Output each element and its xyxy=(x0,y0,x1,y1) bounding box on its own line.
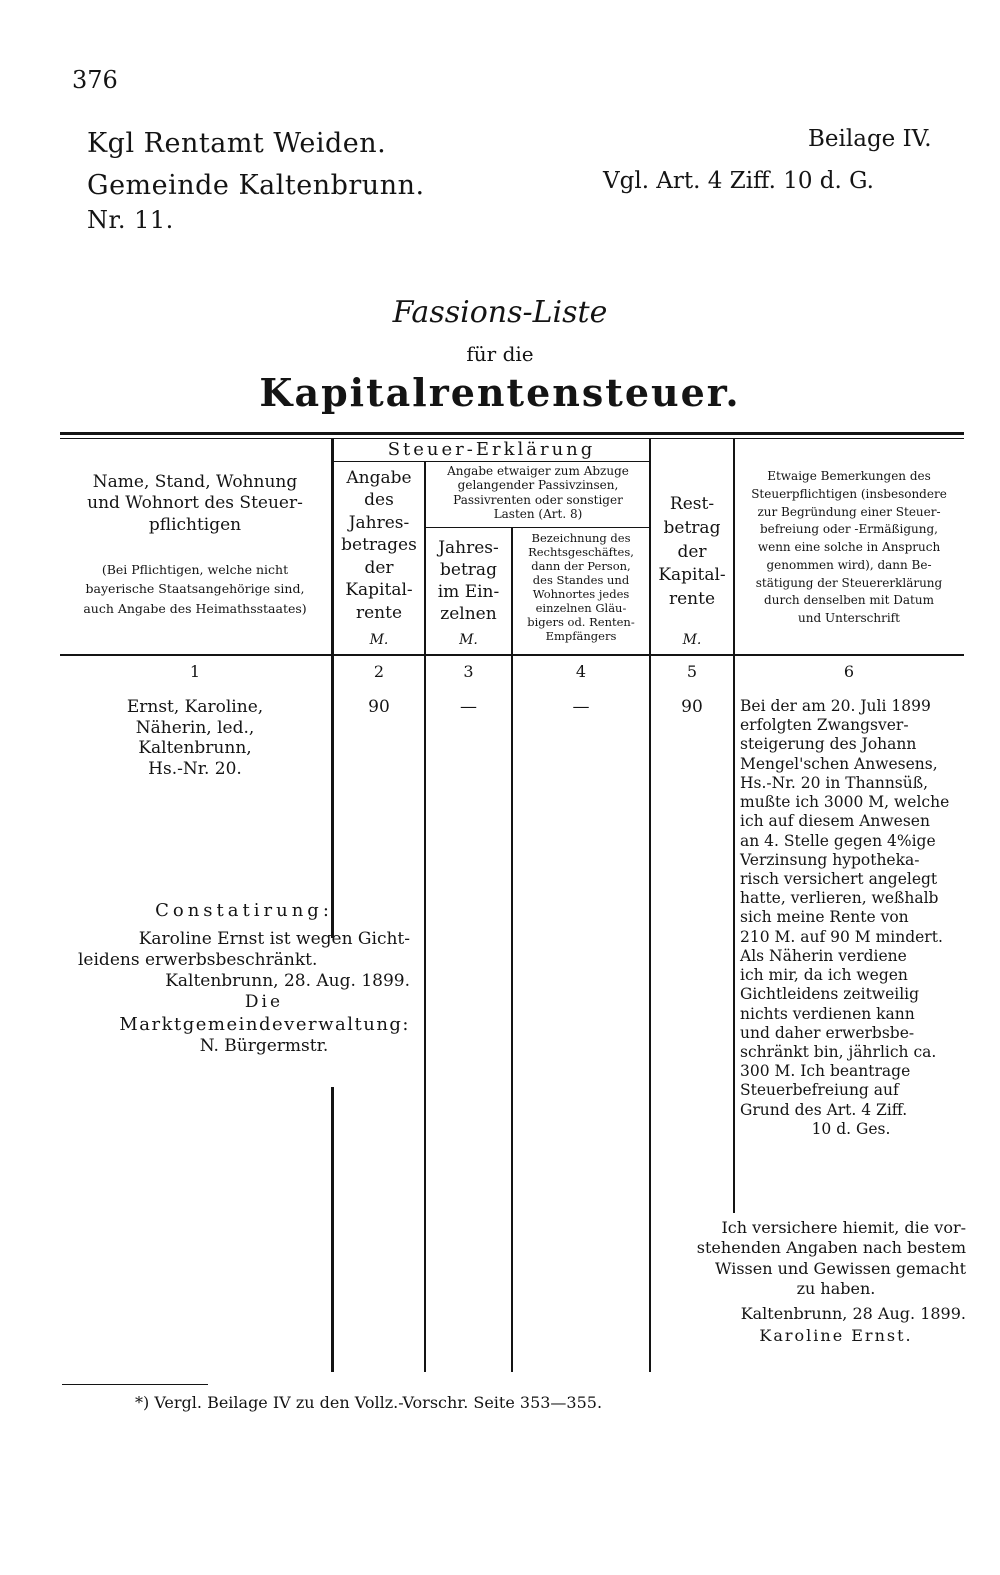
declaration-line: stehenden Angaben nach bestem xyxy=(696,1238,966,1258)
row-col5-value: 90 xyxy=(681,697,703,717)
col3-header-line: im Ein- xyxy=(437,582,500,603)
column-number-4: 4 xyxy=(575,662,587,681)
remarks-line: nichts verdienen kann xyxy=(740,1004,915,1023)
row-col3-value: — xyxy=(460,697,477,717)
remarks-line: Gichtleidens zeitweilig xyxy=(740,985,920,1004)
column-divider-1-lower xyxy=(331,1087,334,1372)
remarks-line: ich mir, da ich wegen xyxy=(740,966,908,985)
remarks-line: 210 M. auf 90 M mindert. xyxy=(740,927,943,946)
col6-header xyxy=(736,468,962,628)
remarks-line: Steuerbefreiung auf xyxy=(740,1081,899,1100)
col1-header xyxy=(62,472,328,536)
col4-header-line: Empfängers xyxy=(545,629,617,644)
remarks-line: 10 d. Ges. xyxy=(811,1119,891,1138)
title-kapitalrentensteuer: Kapitalrentensteuer. xyxy=(259,370,741,415)
col5-header-line: Rest- xyxy=(669,494,715,514)
col5-header-line: betrag xyxy=(663,517,721,538)
col2-header-line: Jahres- xyxy=(348,512,410,533)
constatirung-line: Karoline Ernst ist wegen Gicht- xyxy=(138,928,410,949)
col34-subgroup-line: gelangender Passivzinsen, xyxy=(457,478,619,493)
row-name-cell xyxy=(62,697,328,780)
col34-subgroup-line: Lasten (Art. 8) xyxy=(493,507,583,522)
remarks-line: mußte ich 3000 M, welche xyxy=(740,793,950,812)
constatirung-authority-2: Marktgemeindeverwaltung: xyxy=(119,1013,410,1035)
col5-header-line: der xyxy=(677,541,707,562)
header-number: Nr. 11. xyxy=(87,206,174,234)
col1-note-line: (Bei Pflichtigen, welche nicht xyxy=(101,562,289,577)
col2-header-line: Angabe xyxy=(346,468,412,488)
col4-header-line: einzelnen Gläu- xyxy=(535,601,627,616)
remarks-line: 300 M. Ich beantrage xyxy=(740,1062,911,1081)
remarks-line: und daher erwerbsbe- xyxy=(740,1023,915,1042)
header-reference: Vgl. Art. 4 Ziff. 10 d. G. xyxy=(603,168,874,194)
remarks-line: Bei der am 20. Juli 1899 xyxy=(740,697,931,715)
remarks-line: Verzinsung hypotheka- xyxy=(740,850,920,869)
constatirung-line: leidens erwerbsbeschränkt. xyxy=(78,949,318,970)
col6-header-line: stätigung der Steuererklärung xyxy=(755,575,943,590)
col3-header-line: Jahres- xyxy=(438,538,499,558)
declaration-line: Ich versichere hiemit, die vor- xyxy=(721,1218,966,1237)
col6-header-line: wenn eine solche in Anspruch xyxy=(757,540,941,554)
col6-header-line: genommen wird), dann Be- xyxy=(766,557,932,572)
col34-subgroup-header xyxy=(426,464,650,522)
title-fassions-liste: Fassions-Liste xyxy=(392,295,608,330)
constatirung-authority-1: Die xyxy=(244,992,284,1013)
remarks-line: sich meine Rente von xyxy=(740,908,909,927)
row-col4-value: — xyxy=(572,697,590,717)
declaration-place-date: Kaltenbrunn, 28 Aug. 1899. xyxy=(740,1303,966,1323)
header-beilage: Beilage IV. xyxy=(808,126,932,152)
declaration-block xyxy=(666,1218,966,1347)
header-rentamt: Kgl Rentamt Weiden. xyxy=(87,128,387,159)
col2-header-line: der xyxy=(364,557,394,578)
remarks-line: steigerung des Johann xyxy=(740,735,917,754)
col1-header-line: pflichtigen xyxy=(148,514,242,535)
row-name-line: Hs.-Nr. 20. xyxy=(148,759,242,780)
remarks-line: ich auf diesem Anwesen xyxy=(740,812,930,831)
col2-header-line: rente xyxy=(355,602,403,623)
remarks-line: an 4. Stelle gegen 4%ige xyxy=(740,831,936,850)
col6-header-line: befreiung oder -Ermäßigung, xyxy=(760,522,938,537)
col6-header-line: durch denselben mit Datum xyxy=(764,593,934,608)
col3-header-line: zelnen xyxy=(440,604,497,625)
col1-note xyxy=(62,560,328,618)
declaration-line: Wissen und Gewissen gemacht xyxy=(715,1258,966,1278)
col6-header-line: Etwaige Bemerkungen des xyxy=(767,469,931,483)
column-divider-3 xyxy=(511,527,513,1372)
remarks-line: risch versichert angelegt xyxy=(740,869,938,888)
col5-header-line: Kapital- xyxy=(658,565,726,586)
column-number-6: 6 xyxy=(843,662,855,681)
col34-subgroup-line: Passivrenten oder sonstiger xyxy=(453,492,623,507)
column-divider-5 xyxy=(733,438,735,1213)
remarks-line: Grund des Art. 4 Ziff. xyxy=(740,1100,908,1119)
constatirung-signature: N. Bürgermstr. xyxy=(199,1036,329,1056)
col2-header-line: betrages xyxy=(341,535,417,556)
footnote-rule xyxy=(62,1384,208,1385)
remarks-line: Als Näherin verdiene xyxy=(740,946,907,965)
constatirung-place-date: Kaltenbrunn, 28. Aug. 1899. xyxy=(165,971,410,991)
row-col2-value: 90 xyxy=(368,697,390,717)
constatirung-block xyxy=(78,900,410,1057)
col6-header-line: zur Begründung einer Steuer- xyxy=(757,504,941,519)
col3-unit: M. xyxy=(459,632,478,648)
col2-unit: M. xyxy=(369,632,389,648)
footnote: *) Vergl. Beilage IV zu den Vollz.-Vorschr. Seite 353—355. xyxy=(135,1393,603,1412)
col4-header-line: bigers od. Renten- xyxy=(527,615,635,630)
declaration-line: zu haben. xyxy=(796,1279,876,1299)
row-name-line: Näherin, led., xyxy=(135,717,255,738)
header-gemeinde: Gemeinde Kaltenbrunn. xyxy=(87,170,425,201)
col1-note-line: bayerische Staatsangehörige sind, xyxy=(85,581,305,597)
col6-header-line: und Unterschrift xyxy=(798,611,900,625)
col1-header-line: und Wohnort des Steuer- xyxy=(87,493,303,514)
remarks-line: hatte, verlieren, weßhalb xyxy=(740,889,939,908)
column-number-1: 1 xyxy=(189,662,201,681)
column-number-2: 2 xyxy=(373,662,385,681)
row-name-line: Kaltenbrunn, xyxy=(138,738,252,759)
col5-header-line: rente xyxy=(668,589,716,610)
col4-header-line: Wohnortes jedes xyxy=(532,587,630,602)
remarks-line: schränkt bin, jährlich ca. xyxy=(740,1042,937,1061)
col4-header-line: dann der Person, xyxy=(531,559,631,574)
col2-header-line: des xyxy=(364,490,394,511)
col2-header xyxy=(334,467,424,624)
col4-header xyxy=(513,531,649,643)
constatirung-heading: Constatirung: xyxy=(155,900,333,921)
page-number: 376 xyxy=(72,66,118,94)
subgroup-rule xyxy=(425,527,651,528)
col3-header xyxy=(426,537,511,625)
col1-header-line: Name, Stand, Wohnung xyxy=(92,472,298,492)
column-number-3: 3 xyxy=(463,662,474,681)
title-fuer-die: für die xyxy=(466,342,534,366)
col4-header-line: Rechtsgeschäftes, xyxy=(528,545,634,560)
col4-header-line: Bezeichnung des xyxy=(531,531,631,545)
remarks-line: Mengel'schen Anwesens, xyxy=(740,754,938,773)
col5-header xyxy=(651,493,733,612)
col2-header-line: Kapital- xyxy=(345,580,413,601)
row-name-line: Ernst, Karoline, xyxy=(126,697,264,717)
col34-subgroup-line: Angabe etwaiger zum Abzuge xyxy=(447,464,629,478)
col3-header-line: betrag xyxy=(440,560,497,581)
remarks-line: Hs.-Nr. 20 in Thannsüß, xyxy=(740,773,929,792)
declaration-signature: Karoline Ernst. xyxy=(759,1326,913,1346)
column-number-5: 5 xyxy=(686,662,698,681)
table-top-rule-thick xyxy=(60,432,964,435)
col5-unit: M. xyxy=(682,632,702,648)
remarks-line: erfolgten Zwangsver- xyxy=(740,716,909,735)
col6-header-line: Steuerpflichtigen (insbesondere xyxy=(751,486,947,501)
group-header-steuer-erklaerung: Steuer-Erklärung xyxy=(387,439,596,460)
row-remarks xyxy=(740,697,962,1139)
col1-note-line: auch Angabe des Heimathsstaates) xyxy=(83,600,307,616)
col4-header-line: des Standes und xyxy=(532,573,630,588)
